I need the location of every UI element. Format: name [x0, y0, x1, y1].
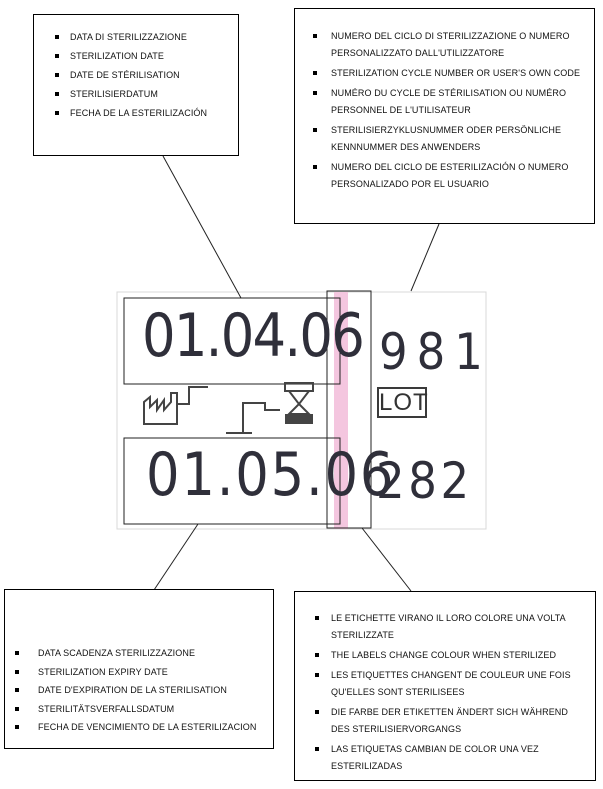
- list-item-text: LE ETICHETTE VIRANO IL LORO COLORE UNA VOLTA STERILIZZATE: [331, 613, 566, 640]
- bullet-icon: [315, 673, 319, 677]
- bullet-icon: [55, 92, 59, 96]
- list-item-text: STERILIZATION CYCLE NUMBER OR USER'S OWN CODE: [331, 68, 581, 78]
- bullet-icon: [15, 670, 19, 674]
- list-item: [15, 718, 273, 737]
- hourglass-icon: [285, 383, 313, 424]
- leader-line-bottom-right: [362, 528, 411, 591]
- list-item: [55, 66, 238, 85]
- lot-badge: LOT: [379, 389, 429, 416]
- list-item: [313, 159, 586, 193]
- list-item-text: LES ETIQUETTES CHANGENT DE COULEUR UNE FOIS QU'ELLES SONT STERILISEES: [331, 670, 571, 697]
- list-item: [55, 104, 238, 123]
- list-item-text: STERILISIERDATUM: [70, 89, 158, 99]
- list-item-text: DATA SCADENZA STERILIZZAZIONE: [38, 648, 196, 658]
- leader-line-top-right: [411, 224, 439, 291]
- bullet-icon: [313, 71, 317, 75]
- list-item-text: NUMERO DEL CICLO DI STERILIZZAZIONE O NUMERO PERSONALIZZATO DALL'UTILIZZATORE: [331, 31, 570, 58]
- bullet-icon: [55, 111, 59, 115]
- leader-line-bottom-left: [154, 524, 198, 590]
- cycle-number-value: 981: [379, 323, 492, 381]
- list-item-text: LAS ETIQUETAS CAMBIAN DE COLOR UNA VEZ ESTERILIZADAS: [331, 744, 539, 771]
- list-item: [315, 647, 587, 664]
- bullet-icon: [15, 707, 19, 711]
- bullet-icon: [315, 747, 319, 751]
- bullet-icon: [55, 54, 59, 58]
- list-item-text: FECHA DE LA ESTERILIZACIÓN: [70, 108, 208, 118]
- list-item: [55, 28, 238, 47]
- list-item-text: NUMERO DEL CICLO DE ESTERILIZACIÓN O NUMERO PERSONALIZADO POR EL USUARIO: [331, 162, 569, 189]
- text-list: [313, 28, 586, 193]
- bullet-icon: [15, 688, 19, 692]
- list-item: [315, 667, 587, 701]
- sterilization-date-value: 01.04.06: [142, 301, 364, 371]
- expiry-date-value: 01.05.06: [146, 440, 396, 510]
- list-item: [313, 122, 586, 156]
- list-item: [15, 663, 273, 682]
- text-list: [55, 28, 238, 123]
- bullet-icon: [15, 651, 19, 655]
- list-item-text: STERILIZATION EXPIRY DATE: [38, 666, 168, 677]
- bullet-icon: [55, 73, 59, 77]
- list-item: [313, 65, 586, 82]
- list-item: [15, 700, 273, 719]
- list-item: [315, 704, 587, 738]
- callout-cycle-number: [294, 8, 595, 224]
- bullet-icon: [315, 616, 319, 620]
- bullet-icon: [15, 725, 19, 729]
- text-list: [315, 610, 587, 775]
- bullet-icon: [315, 653, 319, 657]
- list-item: [313, 28, 586, 62]
- lot-number-value: 282: [376, 452, 473, 510]
- list-item: [15, 644, 273, 663]
- list-item-text: STERILIZATION DATE: [70, 51, 164, 61]
- text-list: [15, 644, 273, 737]
- bullet-icon: [313, 91, 317, 95]
- list-item-text: THE LABELS CHANGE COLOUR WHEN STERILIZED: [331, 650, 557, 660]
- list-item: [315, 610, 587, 644]
- list-item: [55, 85, 238, 104]
- bullet-icon: [55, 35, 59, 39]
- callout-sterilization-date: [33, 14, 239, 156]
- list-item: [15, 681, 273, 700]
- list-item-text: STERILITÄTSVERFALLSDATUM: [38, 703, 175, 714]
- list-item: [55, 47, 238, 66]
- bullet-icon: [313, 128, 317, 132]
- list-item-text: FECHA DE VENCIMIENTO DE LA ESTERILIZACION: [38, 722, 257, 732]
- list-item: [315, 741, 587, 775]
- list-item-text: DATA DI STERILIZZAZIONE: [70, 32, 187, 42]
- bullet-icon: [315, 710, 319, 714]
- callout-color-change: [294, 591, 596, 781]
- list-item-text: NUMÉRO DU CYCLE DE STÉRILISATION OU NUMÉRO PERSONNEL DE L'UTILISATEUR: [331, 88, 567, 115]
- list-item-text: DATE DE STÉRILISATION: [70, 70, 180, 80]
- bullet-icon: [313, 165, 317, 169]
- sterilizer-pictogram: [144, 387, 280, 433]
- list-item: [313, 85, 586, 119]
- leader-line-top-left: [163, 156, 241, 298]
- list-item-text: DIE FARBE DER ETIKETTEN ÄNDERT SICH WÄHREND DES STERILISIERVORGANGS: [331, 707, 568, 734]
- list-item-text: DATE D'EXPIRATION DE LA STERILISATION: [38, 685, 227, 695]
- bullet-icon: [313, 34, 317, 38]
- callout-expiry-date: [4, 589, 274, 749]
- list-item-text: STERILISIERZYKLUSNUMMER ODER PERSÖNLICHE KENNNUMMER DES ANWENDERS: [331, 125, 562, 152]
